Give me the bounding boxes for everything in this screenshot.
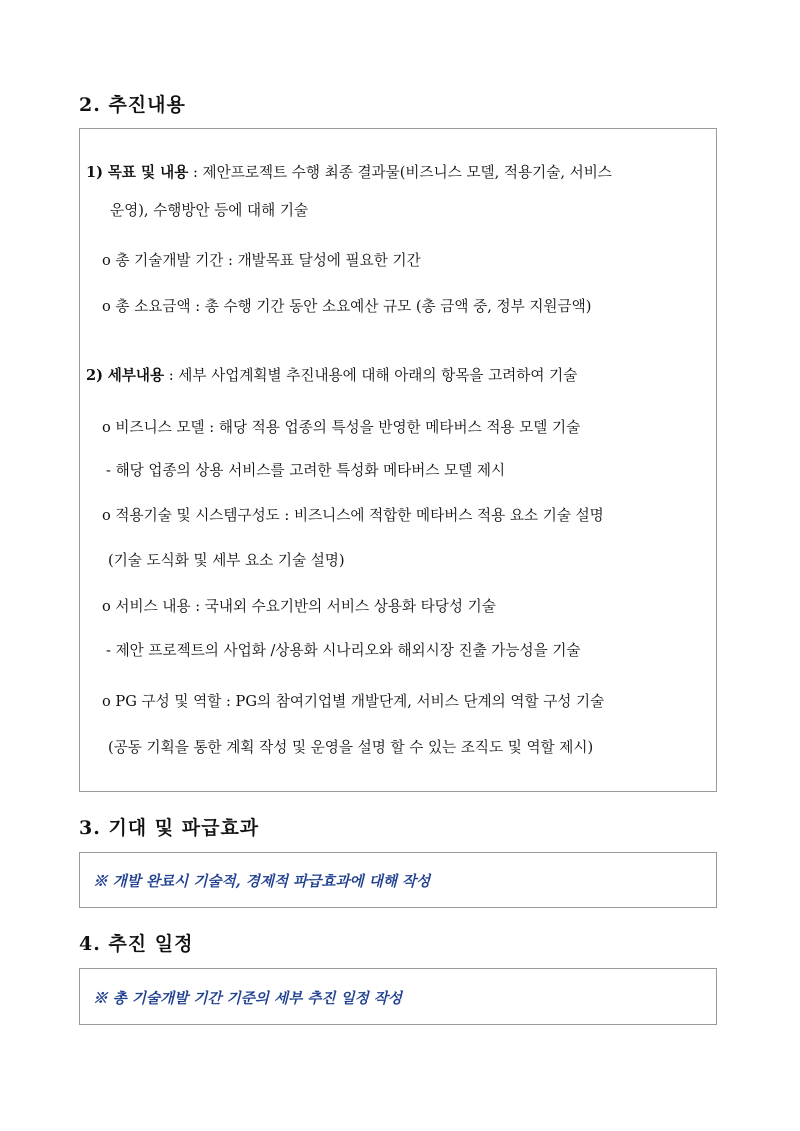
item2-text: : 세부 사업계획별 추진내용에 대해 아래의 항목을 고려하여 기술 [164, 367, 578, 384]
item2-bullet-tech: o 적용기술 및 시스템구성도 : 비즈니스에 적합한 메타버스 적용 요소 기술 설명 [102, 507, 604, 524]
item1-text-line2: 운영), 수행방안 등에 대해 기술 [110, 202, 309, 219]
section-heading-2: 2. 추진내용 [79, 94, 186, 116]
section4-note: ※ 총 기술개발 기간 기준의 세부 추진 일정 작성 [93, 990, 402, 1007]
item2-bullet-service: o 서비스 내용 : 국내외 수요기반의 서비스 상용화 타당성 기술 [102, 598, 496, 615]
item1-text-line1: : 제안프로젝트 수행 최종 결과물(비즈니스 모델, 적용기술, 서비스 [188, 164, 612, 181]
section-heading-4: 4. 추진 일정 [79, 933, 194, 955]
item1-label: 목표 및 내용 [107, 164, 189, 181]
item1-line1 [86, 163, 612, 183]
item2-bullet-business-model: o 비즈니스 모델 : 해당 적용 업종의 특성을 반영한 메타버스 적용 모델 기술 [102, 419, 581, 436]
item2-number: 2) [86, 367, 104, 384]
item2-label: 세부내용 [107, 367, 165, 384]
section3-note: ※ 개발 완료시 기술적, 경제적 파급효과에 대해 작성 [93, 873, 431, 890]
section4-note-box [79, 968, 717, 1025]
item2-sub-pg: (공동 기획을 통한 계획 작성 및 운영을 설명 할 수 있는 조직도 및 역할 제시) [108, 739, 594, 756]
item2-sub-business-model: - 해당 업종의 상용 서비스를 고려한 특성화 메타버스 모델 제시 [106, 462, 506, 479]
item2-sub-tech: (기술 도식화 및 세부 요소 기술 설명) [108, 552, 345, 569]
item2-bullet-pg: o PG 구성 및 역할 : PG의 참여기업별 개발단계, 서비스 단계의 역할 구성 기술 [102, 693, 605, 710]
item1-number: 1) [86, 164, 104, 181]
item1-bullet-1: o 총 기술개발 기간 : 개발목표 달성에 필요한 기간 [102, 252, 421, 269]
section3-note-box [79, 852, 717, 908]
item2-sub-service: - 제안 프로젝트의 사업화 /상용화 시나리오와 해외시장 진출 가능성을 기술 [106, 642, 581, 659]
section-heading-3: 3. 기대 및 파급효과 [79, 817, 260, 839]
item1-bullet-2: o 총 소요금액 : 총 수행 기간 동안 소요예산 규모 (총 금액 중, 정부 지원금액) [102, 298, 592, 315]
section2-content-box [79, 128, 717, 792]
item2-line [86, 366, 577, 386]
